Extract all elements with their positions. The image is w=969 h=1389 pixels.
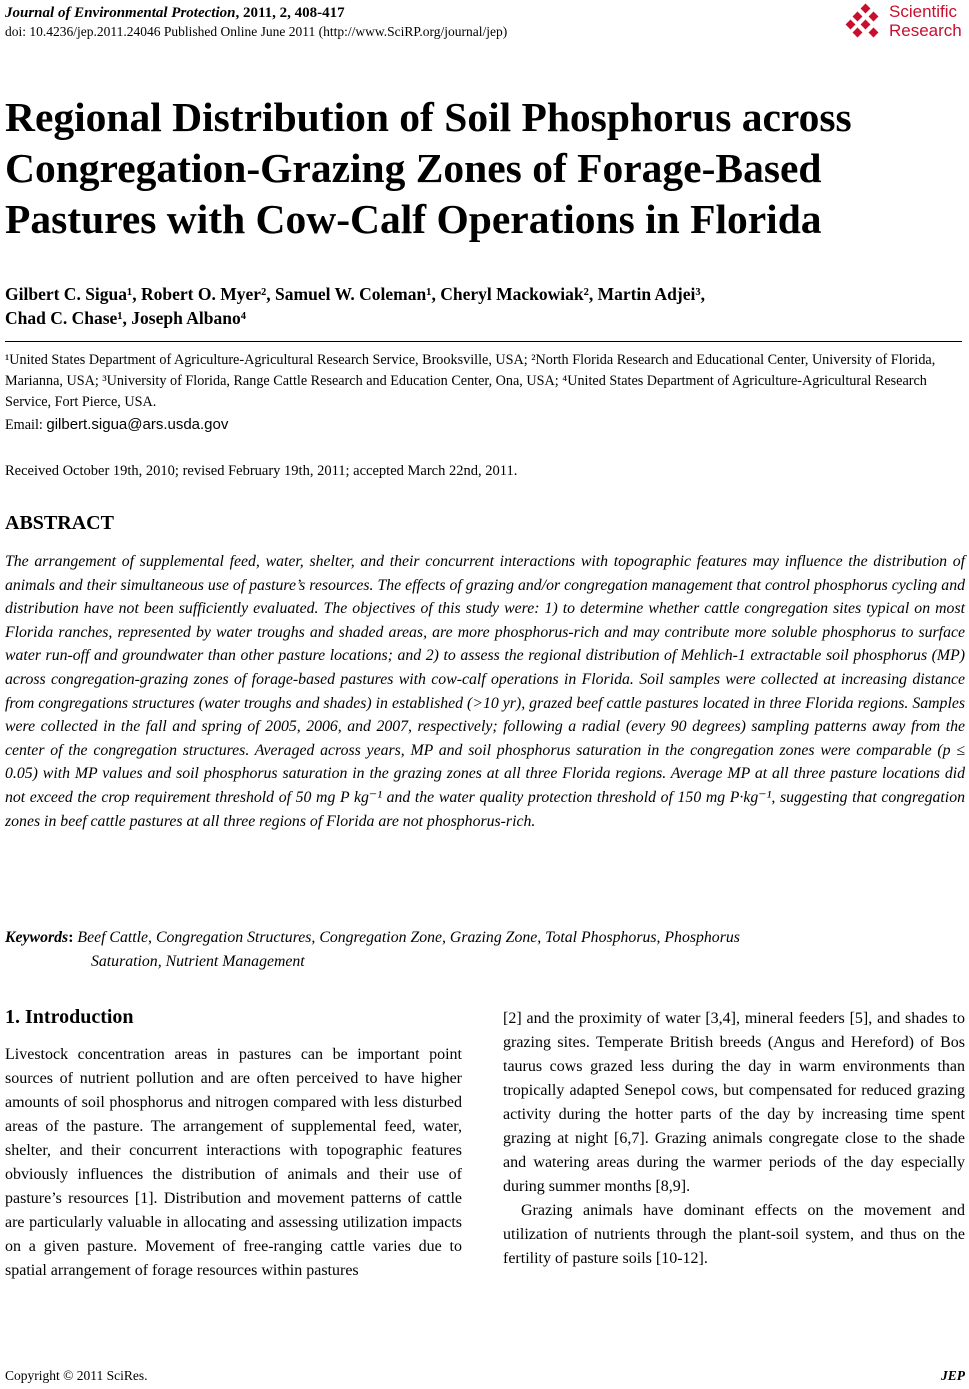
section-heading-introduction: 1. Introduction (5, 1006, 134, 1028)
intro-right-column (503, 1007, 965, 1271)
intro-paragraph: [2] and the proximity of water [3,4], mineral feeders [5], and shades to grazing sites. Temperate British breeds (Angus and Hereford) of Bos taurus cows grazed less during the day in warm environments than tropically adapted Senepol cows, but compensated for reduced grazing activity during the hotter parts of the day by increasing time spent grazing at night [6,7]. Grazing animals congregate close to the shade and watering areas during the warmer periods of the day especially during summer months [8,9]. (503, 1010, 965, 1195)
journal-name: Journal of Environmental Protection (5, 5, 236, 21)
copyright: Copyright © 2011 SciRes. (5, 1368, 148, 1383)
email-line: Email: gilbert.sigua@ars.usda.gov (5, 416, 229, 433)
doi-line: doi: 10.4236/jep.2011.24046 Published Online June 2011 (http://www.SciRP.org/journal/jep) (5, 24, 508, 39)
keywords: Keywords: Beef Cattle, Congregation Structures, Congregation Zone, Grazing Zone, Total Phosphorus, Phosphorus Saturation, Nutrient Management (5, 926, 965, 973)
publisher-logo (845, 2, 967, 44)
logo-mark-icon (845, 3, 885, 43)
divider (5, 341, 962, 342)
keywords-line2: Saturation, Nutrient Management (91, 952, 305, 970)
abstract-text: The arrangement of supplemental feed, water, shelter, and their concurrent interactions with topographic features may influence the distribution of animals and their simultaneous use of pasture’s resources. The effects of grazing and/or congregation management that control phosphorus cycling and distribution have not been sufficiently evaluated. The objectives of this study were: 1) to determine whether cattle congregation sites typical on most Florida ranches, represented by water troughs and shaded areas, are more phosphorus-rich and may contribute more soluble phosphorus to surface water run-off and groundwater than other pasture locations; and 2) to assess the regional distribution of Mehlich-1 extractable soil phosphorus (MP) across congregation-grazing zones of forage-based pastures with cow-calf operations in Florida. Soil samples were collected at increasing distance from congregations structures (water troughs and shades) in established (>10 yr), grazed beef cattle pastures located in three Florida regions. Samples were collected in the fall and spring of 2005, 2006, and 2007, respectively; following a radial (every 90 degrees) sampling patterns away from the center of the congregation structures. Averaged across years, MP and soil phosphorus saturation in the congregation zones were comparable (p ≤ 0.05) with MP values and soil phosphorus saturation in the grazing zones at all three Florida regions. Average MP at all three pasture locations did not exceed the crop requirement threshold of 50 mg P kg⁻¹ and the water quality protection threshold of 150 mg P·kg⁻¹, suggesting that congregation zones in beef cattle pastures at all three regions of Florida are not phosphorus-rich. (5, 553, 965, 830)
paper-title: Regional Distribution of Soil Phosphorus across Congregation-Grazing Zones of Forage-Based Pastures with Cow-Calf Operations in Florida (5, 94, 852, 242)
received-dates: Received October 19th, 2010; revised February 19th, 2011; accepted March 22nd, 2011. (5, 463, 518, 479)
keywords-label: Keywords (5, 929, 69, 946)
author-list: Gilbert C. Sigua¹, Robert O. Myer², Samuel W. Coleman¹, Cheryl Mackowiak², Martin Adjei³, Chad C. Chase¹, Joseph Albano⁴ (5, 284, 705, 328)
keywords-line1: Beef Cattle, Congregation Structures, Congregation Zone, Grazing Zone, Total Phosphorus, Phosphorus (77, 929, 740, 946)
journal-volume: , 2011, 2, 408-417 (235, 5, 345, 21)
email-address[interactable]: gilbert.sigua@ars.usda.gov (46, 416, 229, 433)
journal-abbr: JEP (940, 1368, 965, 1383)
intro-paragraph: Grazing animals have dominant effects on the movement and utilization of nutrients through the plant-soil system, and thus on the fertility of pasture soils [10-12]. (503, 1202, 965, 1267)
abstract-heading: ABSTRACT (5, 512, 114, 534)
intro-left-column (5, 1043, 462, 1283)
affiliations: ¹United States Department of Agriculture-Agricultural Research Service, Brooksville, USA; ²North Florida Research and Educational Center, University of Florida, Marianna, USA; ³University of Florida, Range Cattle Research and Education Center, Ona, USA; ⁴United States Department of Agriculture-Agricultural Research Service, Fort Pierce, USA. (5, 352, 936, 410)
page-footer (5, 1368, 965, 1384)
intro-paragraph: Livestock concentration areas in pastures can be important point sources of nutrient pollution and are often perceived to have higher amounts of soil phosphorus and nitrogen compared with less disturbed areas of the pasture. The arrangement of supplemental feed, water, shelter, and their concurrent interactions with topographic features obviously influences the distribution of animals and their use of pasture’s resources [1]. Distribution and movement patterns of cattle are particularly valuable in allocating and assessing utilization impacts on a given pasture. Movement of free-ranging cattle varies due to spatial arrangement of forage resources within pastures (5, 1046, 462, 1279)
journal-header (5, 4, 345, 22)
logo-text: Scientific Research (889, 2, 962, 40)
